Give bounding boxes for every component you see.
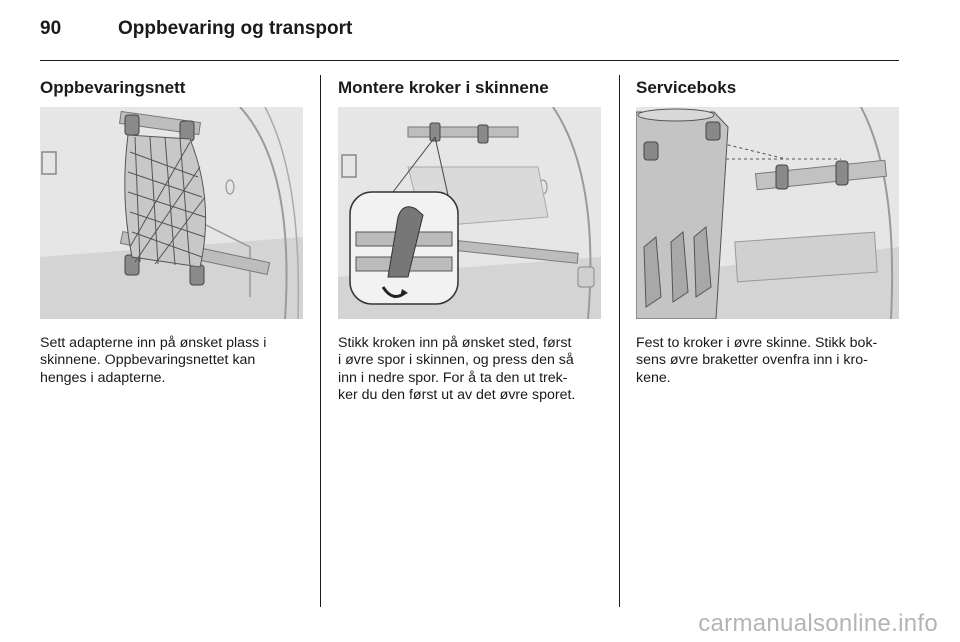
- section-heading: Serviceboks: [636, 78, 737, 97]
- text-line: Stikk kroken inn på ønsket sted, først: [338, 335, 572, 351]
- text-line: kene.: [636, 369, 671, 386]
- section-body: [338, 319, 602, 404]
- column-divider: [320, 75, 321, 607]
- section-heading: Montere kroker i skinnene: [338, 78, 549, 97]
- section-heading: Oppbevaringsnett: [40, 78, 186, 97]
- mount-hooks-illustration: [338, 107, 601, 319]
- section-storage-net: [40, 77, 304, 387]
- section-body: [636, 319, 900, 387]
- text-line: sens øvre braketter ovenfra inn i kro-: [636, 352, 868, 369]
- page-header: [40, 18, 920, 48]
- text-line: Sett adapterne inn på ønsket plass i: [40, 335, 267, 351]
- column-divider: [619, 75, 620, 607]
- section-mount-hooks: [338, 77, 602, 404]
- storage-net-illustration: [40, 107, 303, 319]
- text-line: skinnene. Oppbevaringsnettet kan: [40, 352, 256, 369]
- text-line: Fest to kroker i øvre skinne. Stikk bok-: [636, 335, 878, 351]
- page-number: 90: [40, 18, 62, 39]
- section-body: [40, 319, 304, 387]
- text-line: i øvre spor i skinnen, og press den så: [338, 352, 574, 369]
- service-box-illustration: [636, 107, 899, 319]
- section-service-box: [636, 77, 900, 387]
- text-line: henges i adapterne.: [40, 369, 166, 386]
- header-rule: [40, 60, 899, 61]
- text-line: inn i nedre spor. For å ta den ut trek-: [338, 369, 568, 386]
- page-title: Oppbevaring og transport: [118, 18, 353, 39]
- text-line: ker du den først ut av det øvre sporet.: [338, 386, 576, 403]
- watermark: carmanualsonline.info: [698, 610, 938, 637]
